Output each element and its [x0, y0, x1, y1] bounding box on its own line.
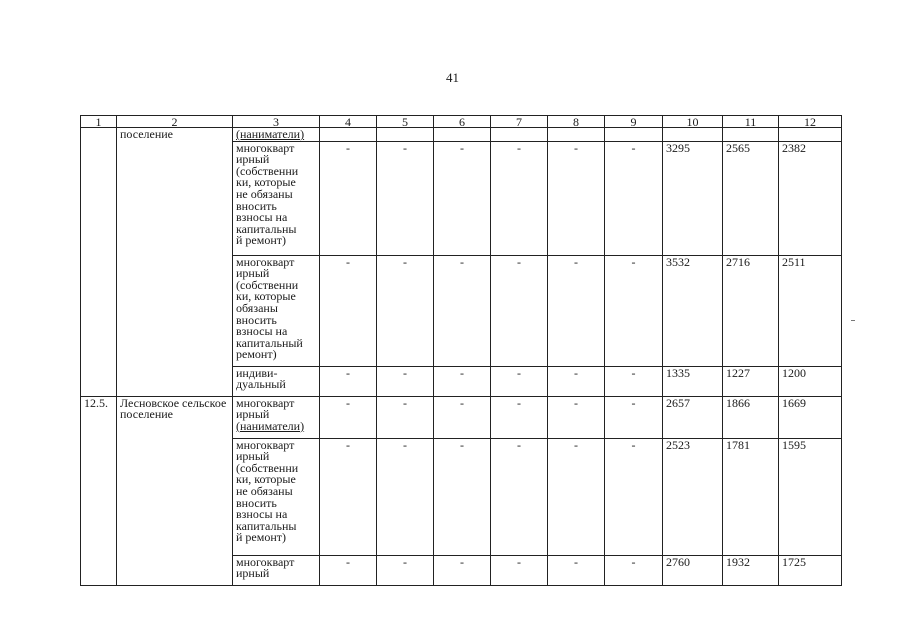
housing-type-line: вносить: [236, 312, 277, 327]
value-cell: -: [434, 255, 491, 366]
value-cell: -: [377, 396, 434, 438]
value-cell: -: [605, 255, 663, 366]
value-cell: -: [605, 555, 663, 585]
value-cell: -: [548, 438, 605, 555]
value-cell: 1335: [663, 366, 723, 396]
row-number-cell: [81, 128, 117, 397]
value-cell: -: [548, 555, 605, 585]
value-cell: [491, 128, 548, 142]
housing-type-line: ирный: [236, 449, 270, 464]
value-cell: -: [548, 396, 605, 438]
housing-type-line: (наниматели): [236, 418, 305, 433]
value-cell: 1932: [723, 555, 779, 585]
value-cell: -: [548, 141, 605, 255]
value-cell: 1725: [779, 555, 842, 585]
value-cell: -: [548, 366, 605, 396]
housing-type-line: взносы на: [236, 210, 288, 225]
housing-type-cell: [233, 255, 320, 366]
column-number: 9: [605, 116, 663, 128]
value-cell: -: [605, 141, 663, 255]
row-number-cell: 12.5.: [81, 396, 117, 585]
column-number: 10: [663, 116, 723, 128]
value-cell: 2760: [663, 555, 723, 585]
value-cell: -: [320, 255, 377, 366]
value-cell: -: [491, 366, 548, 396]
housing-type-line: не обязаны: [236, 186, 293, 201]
value-cell: 2511: [779, 255, 842, 366]
housing-type-cell: [233, 438, 320, 555]
settlement-cell: поселение: [117, 128, 233, 397]
housing-type-line: капитальны: [236, 518, 297, 533]
housing-type-line: капитальны: [236, 221, 297, 236]
page-number: 41: [446, 70, 459, 85]
value-cell: -: [434, 141, 491, 255]
housing-type-cell: [233, 366, 320, 396]
table-row: [81, 128, 842, 142]
value-cell: [320, 128, 377, 142]
value-cell: -: [320, 555, 377, 585]
column-number: 12: [779, 116, 842, 128]
column-number: 6: [434, 116, 491, 128]
value-cell: -: [320, 141, 377, 255]
housing-type-line: обязаны: [236, 300, 278, 315]
housing-type-line: ирный: [236, 566, 270, 581]
value-cell: -: [320, 396, 377, 438]
housing-type-line: не обязаны: [236, 483, 293, 498]
housing-type-line: ирный: [236, 266, 270, 281]
value-cell: -: [605, 438, 663, 555]
value-cell: 3532: [663, 255, 723, 366]
tariff-table: [80, 115, 842, 586]
housing-type-line: капитальный: [236, 335, 303, 350]
value-cell: [779, 128, 842, 142]
housing-type-cell: [233, 396, 320, 438]
housing-type-line: (наниматели): [236, 127, 305, 141]
value-cell: -: [548, 255, 605, 366]
housing-type-line: й ремонт): [236, 233, 287, 248]
value-cell: [377, 128, 434, 142]
housing-type-line: ирный: [236, 152, 270, 167]
value-cell: -: [605, 396, 663, 438]
value-cell: -: [434, 366, 491, 396]
column-number: 5: [377, 116, 434, 128]
value-cell: -: [320, 366, 377, 396]
column-number: 3: [233, 116, 320, 128]
column-number: 1: [81, 116, 117, 128]
settlement-cell: Лесновское сельское поселение: [117, 396, 233, 585]
column-number: 4: [320, 116, 377, 128]
housing-type-line: ки, которые: [236, 175, 296, 190]
value-cell: 1866: [723, 396, 779, 438]
housing-type-line: многокварт: [236, 555, 295, 569]
table-row: [81, 396, 842, 438]
housing-type-line: ремонт): [236, 347, 277, 362]
value-cell: -: [491, 255, 548, 366]
value-cell: 1595: [779, 438, 842, 555]
column-number-row: [81, 116, 842, 128]
value-cell: -: [320, 438, 377, 555]
column-number: 2: [117, 116, 233, 128]
housing-type-line: вносить: [236, 495, 277, 510]
value-cell: -: [377, 255, 434, 366]
column-number: 8: [548, 116, 605, 128]
value-cell: -: [491, 141, 548, 255]
housing-type-line: многокварт: [236, 396, 295, 410]
value-cell: 3295: [663, 141, 723, 255]
value-cell: -: [377, 366, 434, 396]
value-cell: [723, 128, 779, 142]
column-number: 7: [491, 116, 548, 128]
housing-type-line: индиви-: [236, 366, 278, 380]
housing-type-line: ки, которые: [236, 472, 296, 487]
housing-type-line: й ремонт): [236, 530, 287, 545]
housing-type-cell: [233, 141, 320, 255]
housing-type-line: вносить: [236, 198, 277, 213]
value-cell: [663, 128, 723, 142]
value-cell: -: [491, 396, 548, 438]
value-cell: 1200: [779, 366, 842, 396]
value-cell: 2382: [779, 141, 842, 255]
value-cell: -: [377, 438, 434, 555]
value-cell: [548, 128, 605, 142]
value-cell: -: [377, 141, 434, 255]
value-cell: -: [491, 438, 548, 555]
value-cell: 2716: [723, 255, 779, 366]
scan-artifact: [851, 320, 855, 321]
column-number: 11: [723, 116, 779, 128]
value-cell: 2657: [663, 396, 723, 438]
value-cell: [605, 128, 663, 142]
housing-type-line: многокварт: [236, 255, 295, 269]
housing-type-line: взносы на: [236, 507, 288, 522]
value-cell: 1781: [723, 438, 779, 555]
value-cell: -: [377, 555, 434, 585]
value-cell: -: [434, 555, 491, 585]
housing-type-line: многокварт: [236, 141, 295, 155]
housing-type-line: (собственни: [236, 277, 299, 292]
value-cell: 2523: [663, 438, 723, 555]
housing-type-line: (собственни: [236, 163, 299, 178]
housing-type-line: (собственни: [236, 460, 299, 475]
housing-type-line: взносы на: [236, 324, 288, 339]
housing-type-cell: [233, 128, 320, 142]
value-cell: 1227: [723, 366, 779, 396]
value-cell: -: [605, 366, 663, 396]
housing-type-cell: [233, 555, 320, 585]
housing-type-line: многокварт: [236, 438, 295, 452]
housing-type-line: ирный: [236, 407, 270, 422]
value-cell: -: [434, 396, 491, 438]
housing-type-line: ки, которые: [236, 289, 296, 304]
value-cell: -: [434, 438, 491, 555]
value-cell: -: [491, 555, 548, 585]
value-cell: 2565: [723, 141, 779, 255]
housing-type-line: дуальный: [236, 377, 286, 392]
value-cell: [434, 128, 491, 142]
value-cell: 1669: [779, 396, 842, 438]
